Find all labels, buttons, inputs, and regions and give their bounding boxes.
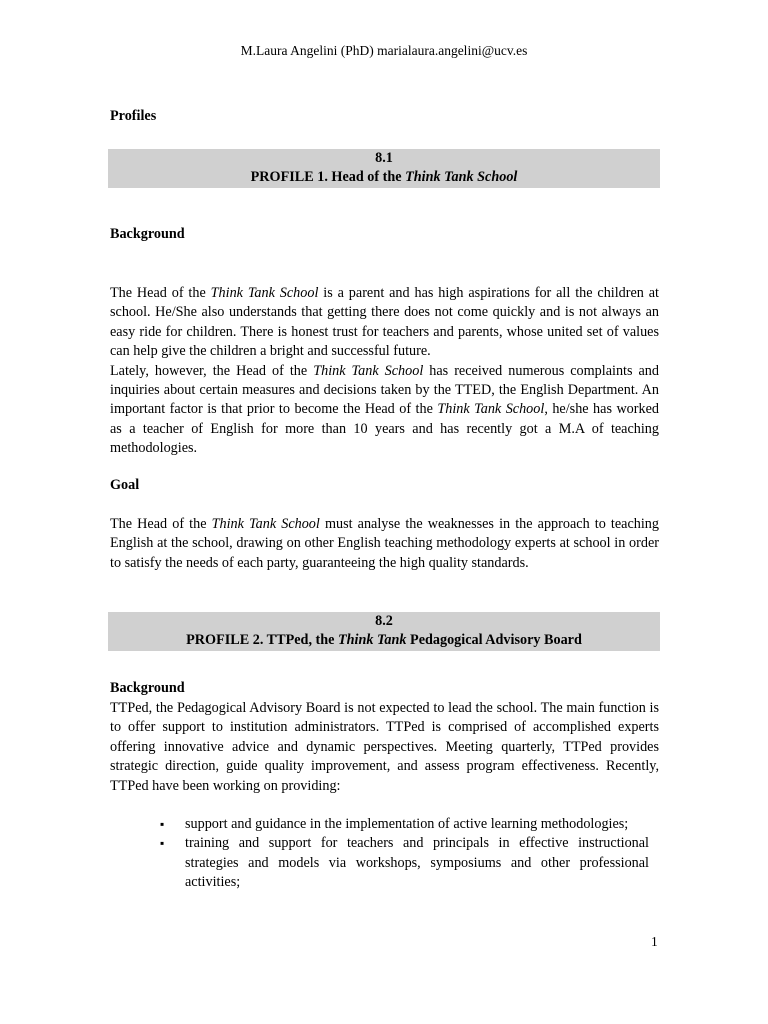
profile-1-goal-text (110, 515, 659, 573)
profile-2-number: 8.2 (375, 613, 393, 629)
page-number: 1 (651, 934, 658, 949)
profile-2-bullet-list (160, 815, 649, 893)
profile-1-goal-paragraph: The Head of the Think Tank School must analyse the weaknesses in the approach to teaching English at the school, drawing on other English teaching methodology experts at school in order to satisfy the needs of each party, guaranteeing the high quality standards. (110, 516, 659, 571)
profile-2-background-paragraph: TTPed, the Pedagogical Advisory Board is not expected to lead the school. The main function is to offer support to institution administrators. TTPed is comprised of accomplished experts offering innovative advice and dynamic perspectives. Meeting quarterly, TTPed provides strategic direction, guide quality improvement, and assess program effectiveness. Recently, TTPed have been working on providing: (110, 700, 659, 794)
profile-1-goal-heading: Goal (110, 477, 140, 493)
bullet-marker: ▪ (160, 817, 165, 831)
profile-2-banner (108, 612, 660, 651)
profile-2-title: PROFILE 2. TTPed, the Think Tank Pedagogical Advisory Board (186, 632, 582, 648)
profile-2-background-heading: Background (110, 680, 185, 696)
profile-1-background-text (110, 284, 659, 459)
profile-2-background-text (110, 699, 659, 796)
list-item: ▪ training and support for teachers and principals in effective instructional strategies and models via workshops, symposiums and other professional activities; (160, 835, 649, 891)
page-header: M.Laura Angelini (PhD) marialaura.angelini@ucv.es (240, 43, 528, 58)
profile-1-banner (108, 149, 660, 188)
profile-1-title: PROFILE 1. Head of the Think Tank School (250, 169, 518, 185)
profile-1-background-paragraph-1: The Head of the Think Tank School is a parent and has high aspirations for all the children at school. He/She also understands that getting there does not come quickly and is not always an easy ride for children. There is honest trust for teachers and parents, whose united set of values can help give the children a bright and successful future. (110, 285, 659, 360)
bullet-marker: ▪ (160, 836, 165, 851)
list-item: ▪ support and guidance in the implementation of active learning methodologies; (160, 815, 649, 834)
profile-1-background-paragraph-2: Lately, however, the Head of the Think Tank School has received numerous complaints and inquiries about certain measures and decisions taken by the TTED, the English Department. An important factor is that prior to become the Head of the Think Tank School, he/she has worked as a teacher of English for more than 10 years and has recently got a M.A of teaching methodologies. (110, 362, 659, 457)
section-heading: Profiles (110, 108, 157, 124)
profile-1-background-heading: Background (110, 226, 185, 242)
profile-1-number: 8.1 (375, 150, 393, 166)
